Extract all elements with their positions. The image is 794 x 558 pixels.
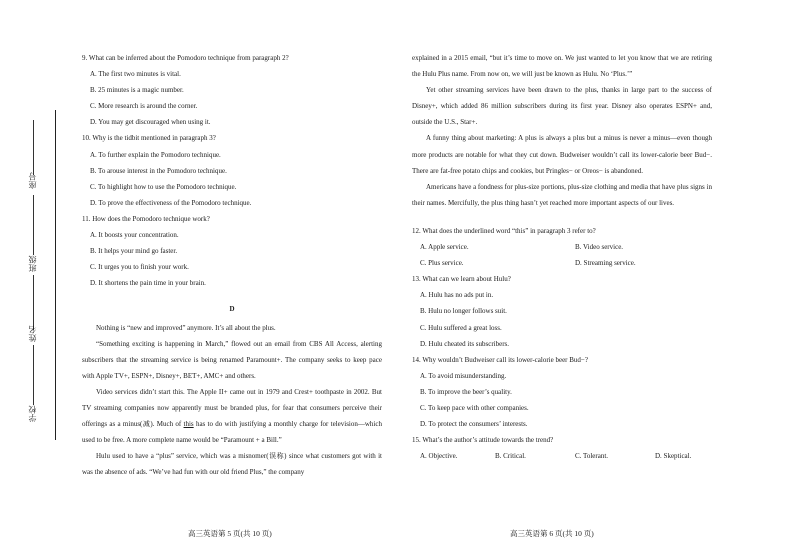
class-label: 班级 [28, 255, 37, 272]
name-label: 姓名 [28, 325, 37, 342]
passage-paragraph-2: “Something exciting is happening in March,” flowed out an email from CBS All Access, alerting subscribers that the streaming service is being renamed Paramount+. The company seeks to keep pace with Apple TV+, ESPN+, Disney+, BET+, AMC+ and others. [82, 339, 382, 380]
question-13: 13. What can we learn about Hulu? [412, 275, 511, 284]
q13-option-d: D. Hulu cheated its subscribers. [420, 339, 510, 348]
seat-label: 座号 [28, 172, 37, 189]
passage-paragraph-4-cont: explained in a 2015 email, “but it’s time to move on. We just wanted to let you know that we are retiring the Hulu Plus name. From now on, we will just be known as Hulu. No ‘Plus.’” [412, 54, 712, 79]
q12-options [420, 239, 712, 271]
q15-option-d: D. Skeptical. [655, 452, 692, 461]
q12-option-d: D. Streaming service. [575, 259, 636, 268]
q10-option-d: D. To prove the effectiveness of the Pomodoro technique. [90, 198, 252, 207]
q15-options [420, 448, 712, 464]
q9-option-c: C. More research is around the corner. [90, 102, 198, 111]
underlined-word-this: this [183, 420, 194, 429]
q10-option-b: B. To arouse interest in the Pomodoro technique. [90, 166, 227, 175]
q10-option-c: C. To highlight how to use the Pomodoro technique. [90, 182, 237, 191]
passage-paragraph-1: Nothing is “new and improved” anymore. It’s all about the plus. [96, 323, 276, 332]
seat-line [33, 120, 34, 175]
q9-option-a: A. The first two minutes is vital. [90, 70, 181, 79]
name-line [33, 275, 34, 330]
question-11: 11. How does the Pomodoro technique work? [82, 214, 210, 223]
question-15: 15. What’s the author’s attitude towards the trend? [412, 436, 554, 445]
q12-option-a: A. Apple service. [420, 243, 469, 252]
q14-option-c: C. To keep pace with other companies. [420, 403, 529, 412]
q15-option-c: C. Tolerant. [575, 452, 609, 461]
q14-option-d: D. To protect the consumers’ interests. [420, 420, 528, 429]
question-10: 10. Why is the tidbit mentioned in paragraph 3? [82, 134, 216, 143]
passage-paragraph-7: Americans have a fondness for plus-size portions, plus-size clothing and media that have plus signs in their names. Mercifully, the plus thing hasn’t yet reached more important aspects of our lives. [412, 182, 712, 207]
q11-option-d: D. It shortens the pain time in your brain. [90, 279, 206, 288]
q13-option-a: A. Hulu has no ads put in. [420, 291, 494, 300]
q15-option-a: A. Objective. [420, 452, 458, 461]
q14-option-a: A. To avoid misunderstanding. [420, 371, 507, 380]
question-9: 9. What can be inferred about the Pomodoro technique from paragraph 2? [82, 54, 289, 62]
class-line [33, 195, 34, 255]
passage-paragraph-6: A funny thing about marketing: A plus is always a plus but a minus is never a minus—even though more products are notable for what they cut down. Budweiser wouldn’t call its lower-calorie beer Bud−. There are fat-free potato chips and cookies, but Pringles− or Oreos− is abandoned. [412, 134, 712, 175]
passage-paragraph-4: Hulu used to have a “plus” service, which was a misnomer(误称) since what customers got with it was the absence of ads. “We’ve had fun with our old friend Plus,” the company [82, 452, 382, 477]
q13-option-b: B. Hulu no longer follows suit. [420, 307, 507, 316]
q11-option-c: C. It urges you to finish your work. [90, 263, 189, 272]
para3-text-after: has to do with justifying a monthly charge for television—which used to be free. A more complete name would be “Paramount + a Bill.” [82, 420, 382, 445]
right-column [412, 50, 712, 464]
passage-paragraph-5: Yet other streaming services have been drawn to the plus, thanks in large part to the success of Disney+, which added 86 million subscribers during its first year. Disney also operates ESPN+ and, outside the U.S., Star+. [412, 86, 712, 127]
q12-option-b: B. Video service. [575, 243, 624, 252]
para3-text-before: Video services didn’t start this. The Apple II+ came out in 1979 and Crest+ toothpaste in 2002. But TV streaming companies now apparently must be branded plus, for fear that consumers perceive their offerings as a minus(减). Much of [82, 387, 382, 429]
q14-option-b: B. To improve the beer’s quality. [420, 387, 512, 396]
q9-option-b: B. 25 minutes is a magic number. [90, 86, 184, 95]
q9-option-d: D. You may get discouraged when using it. [90, 118, 211, 127]
q11-option-b: B. It helps your mind go faster. [90, 247, 178, 256]
q10-option-a: A. To further explain the Pomodoro technique. [90, 150, 221, 159]
question-14: 14. Why wouldn’t Budweiser call its lower-calorie beer Bud−? [412, 355, 588, 364]
passage-paragraph-3 [82, 384, 382, 448]
q13-option-c: C. Hulu suffered a great loss. [420, 323, 502, 332]
school-label: 学校 [28, 405, 37, 422]
section-heading-d: D [229, 305, 235, 314]
q12-option-c: C. Plus service. [420, 259, 464, 268]
left-column [82, 50, 382, 480]
question-12: 12. What does the underlined word “this” in paragraph 3 refer to? [412, 226, 596, 235]
binding-line [55, 110, 56, 440]
page-footer-right: 高三英语第 6 页(共 10 页) [510, 529, 594, 538]
school-line [33, 345, 34, 405]
page-footer-left: 高三英语第 5 页(共 10 页) [188, 529, 272, 538]
q15-option-b: B. Critical. [495, 452, 526, 461]
q11-option-a: A. It boosts your concentration. [90, 231, 179, 240]
